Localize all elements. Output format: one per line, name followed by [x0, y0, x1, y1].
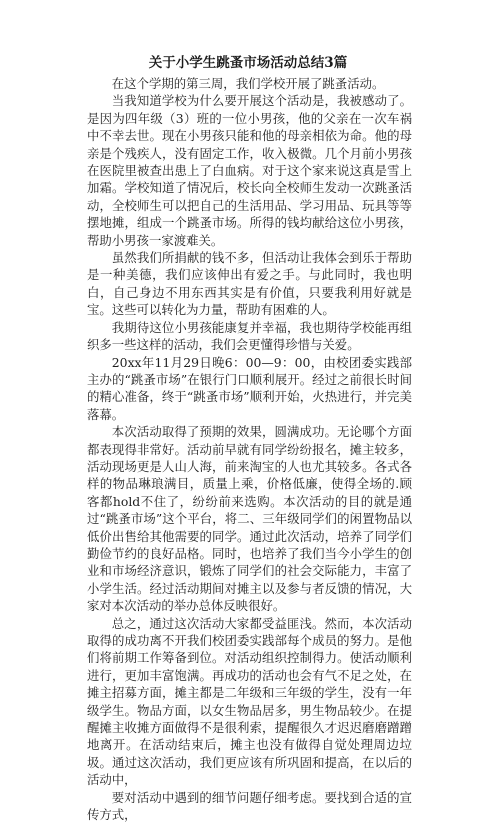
- paragraph: 本次活动取得了预期的效果，圆满成功。无论哪个方面都表现得非常好。活动前早就有同学纷纷报名，摊主较多，活动现场更是人山人海，前来淘宝的人也尤其较多。各式各样的物品琳琅满目，质量上乘，价格低廉，使得全场的.顾客都hold不住了，纷纷前来选购。本次活动的目的就是通过“跳蚤市场”这个平台，将二、三年级同学们的闲置物品以低价出售给其他需要的同学。通过此次活动，培养了同学们勤俭节约的良好品格。同时，也培养了我们当今小学生的创业和市场经济意识，锻炼了同学们的社会交际能力，丰富了小学生活。经过活动期间对摊主以及参与者反馈的情况，大家对本次活动的举办总体反映很好。: [87, 424, 412, 614]
- paragraph: 要对活动中遇到的细节问题仔细考虑。要找到合适的宣传方式，: [87, 789, 412, 823]
- document-body: [87, 75, 412, 823]
- paragraph: 在这个学期的第三周，我们学校开展了跳蚤活动。: [111, 76, 385, 91]
- paragraph: 20xx年11月29日晚6：00—9：00，由校团委实践部主办的“跳蚤市场”在银行门口顺利展开。经过之前很长时间的精心准备，终于“跳蚤市场”顺利开始，火热进行，并完美落幕。: [87, 354, 412, 422]
- document-title: 关于小学生跳蚤市场活动总结3篇: [148, 55, 348, 71]
- paragraph: 虽然我们所捐献的钱不多，但活动让我体会到乐于帮助是一种美德，我们应该伸出有爱之手。与此同时，我也明白，自己身边不用东西其实是有价值，只要我利用好就是宝。这些可以转化为力量，帮助有困难的人。: [87, 250, 412, 318]
- paragraph: 我期待这位小男孩能康复并幸福，我也期待学校能再组织多一些这样的活动，我们会更懂得珍惜与关爱。: [87, 319, 412, 353]
- paragraph: 总之，通过这次活动大家都受益匪浅。然而，本次活动取得的成功离不开我们校团委实践部每个成员的努力。是他们将前期工作筹备到位。对活动组织控制得力。使活动顺利进行，更加丰富饱满。再成功的活动也会有气不足之处，在摊主招募方面，摊主都是二年级和三年级的学生，没有一年级学生。物品方面，以女生物品居多，男生物品较少。在提醒摊主收摊方面做得不是很利索，提醒很久才迟迟磨磨蹭蹭地离开。在活动结束后，摊主也没有做得自觉处理周边垃圾。通过这次活动，我们更应该有所巩固和提高，在以后的活动中，: [87, 615, 412, 788]
- paragraph: 当我知道学校为什么要开展这个活动是，我被感动了。是因为四年级（3）班的一位小男孩，他的父亲在一次车祸中不幸去世。现在小男孩只能和他的母亲相依为命。他的母亲是个残疾人，没有固定工作，收入极微。几个月前小男孩在医院里被查出患上了白血病。对于这个家来说这真是雪上加霜。学校知道了情况后，校长向全校师生发动一次跳蚤活动，全校师生可以把自己的生活用品、学习用品、玩具等等摆地摊，组成一个跳蚤市场。所得的钱均献给这位小男孩，帮助小男孩一家渡难关。: [87, 93, 412, 248]
